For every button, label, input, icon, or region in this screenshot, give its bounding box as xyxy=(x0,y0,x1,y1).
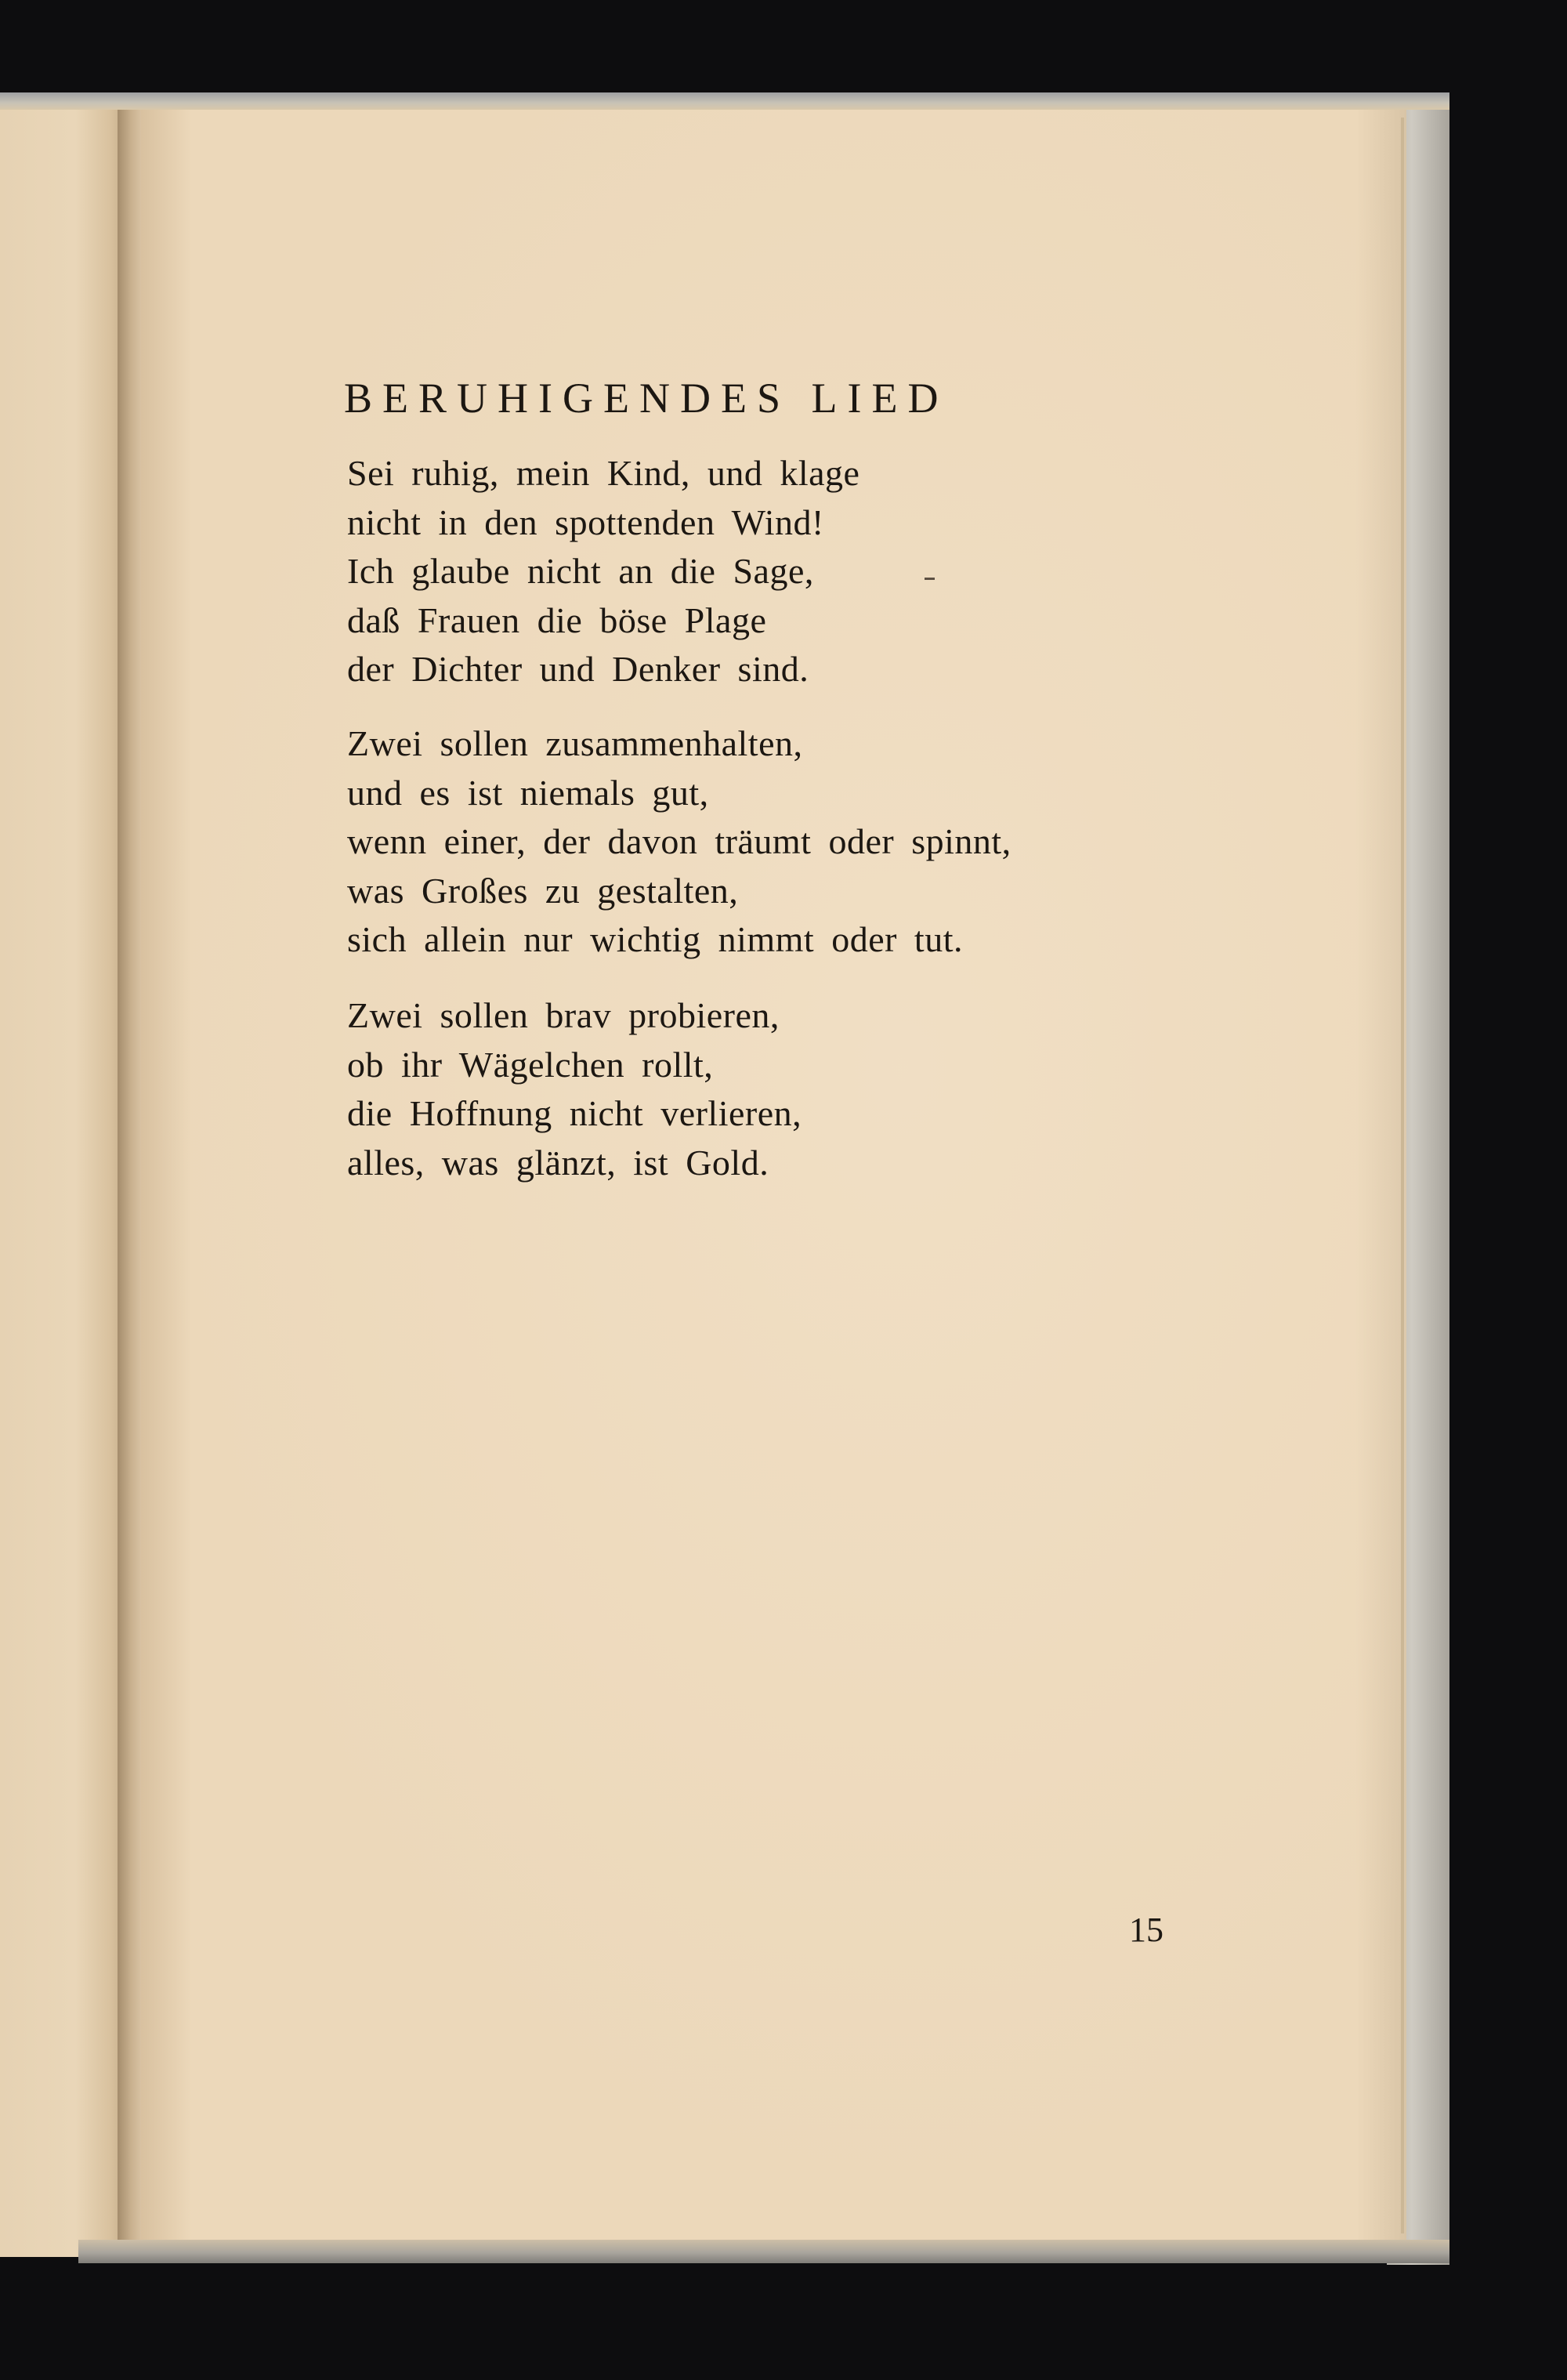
poem-line: Sei ruhig, mein Kind, und klage xyxy=(347,453,860,493)
poem-line: alles, was glänzt, ist Gold. xyxy=(347,1142,769,1183)
poem-title: BERUHIGENDES LIED xyxy=(344,375,949,422)
poem-line: wenn einer, der davon träumt oder spinnt, xyxy=(347,821,1011,861)
poem-line: der Dichter und Denker sind. xyxy=(347,649,809,689)
stray-mark xyxy=(925,578,935,580)
poem-line: daß Frauen die böse Plage xyxy=(347,600,767,640)
poem-line: was Großes zu gestalten, xyxy=(347,870,739,911)
right-page xyxy=(141,110,1406,2240)
stanza-2 xyxy=(347,719,1011,965)
poem-line: und es ist niemals gut, xyxy=(347,772,709,813)
poem-line: die Hoffnung nicht verlieren, xyxy=(347,1093,802,1133)
poem-line: Zwei sollen brav probieren, xyxy=(347,995,780,1035)
left-page-edge xyxy=(0,102,137,2257)
poem-line: Ich glaube nicht an die Sage, xyxy=(347,551,814,591)
stanza-3 xyxy=(347,991,802,1187)
poem-line: ob ihr Wägelchen rollt, xyxy=(347,1044,714,1085)
bottom-cover-edge xyxy=(78,2240,1449,2263)
page-number: 15 xyxy=(1129,1911,1163,1949)
page-edge xyxy=(1401,118,1404,2233)
poem-line: Zwei sollen zusammenhalten, xyxy=(347,723,803,763)
top-cover-edge xyxy=(0,92,1449,110)
poem-line: nicht in den spottenden Wind! xyxy=(347,502,824,542)
poem-line: sich allein nur wichtig nimmt oder tut. xyxy=(347,919,963,959)
stanza-1 xyxy=(347,449,859,694)
